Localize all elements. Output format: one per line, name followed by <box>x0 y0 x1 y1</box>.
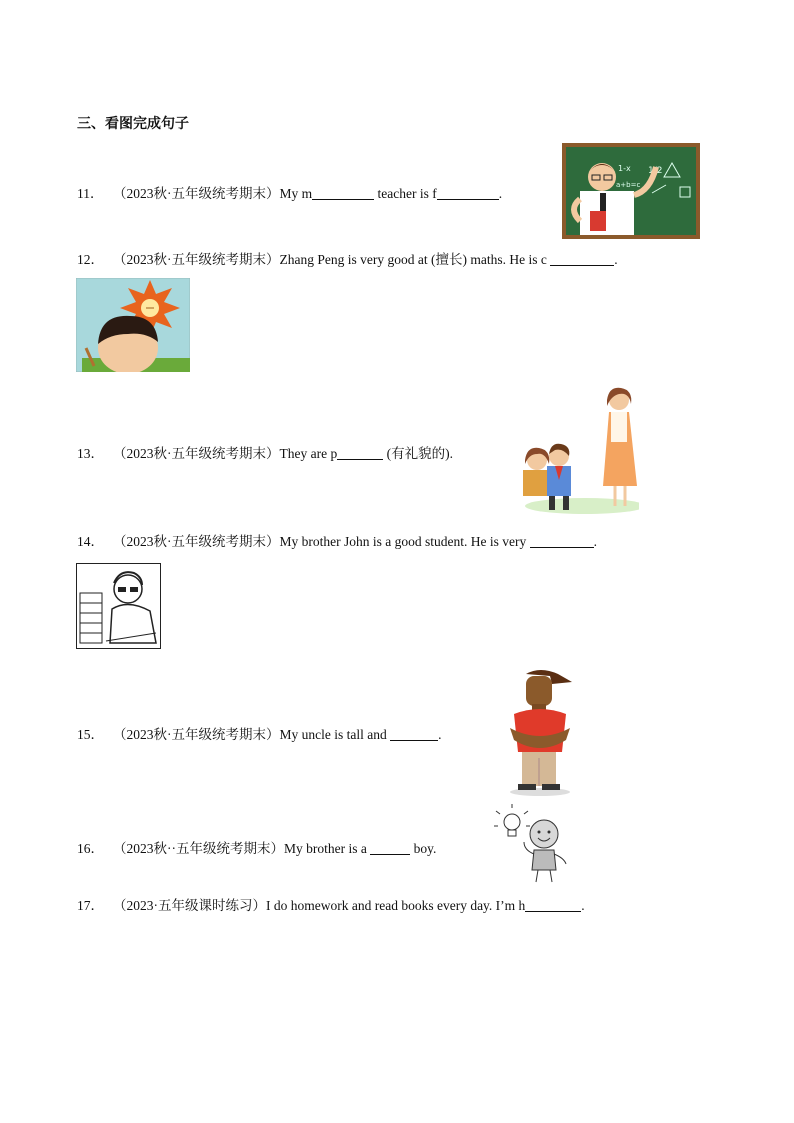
question-text: My uncle is tall and <box>279 727 391 742</box>
question-source: （2023秋·五年级统考期末） <box>113 446 280 461</box>
question-text: They are p <box>279 446 338 461</box>
question-source: （2023秋·五年级统考期末） <box>113 186 280 201</box>
question-text: Zhang Peng is very good at (擅长) maths. He is c <box>279 252 551 267</box>
question-14 <box>77 530 597 550</box>
question-number: 15． <box>77 727 104 742</box>
question-number: 14． <box>77 534 104 549</box>
answer-blank[interactable] <box>390 727 438 741</box>
section-title: 三、看图完成句子 <box>77 116 189 132</box>
question-text: . <box>438 727 442 742</box>
question-text: My brother John is a good student. He is very <box>279 534 530 549</box>
question-13 <box>77 442 453 462</box>
question-11 <box>77 182 502 202</box>
question-source: （2023秋··五年级统考期末） <box>113 841 284 856</box>
question-12 <box>77 248 618 268</box>
answer-blank[interactable] <box>550 252 614 266</box>
question-number: 12． <box>77 252 104 267</box>
answer-blank[interactable] <box>437 186 499 200</box>
svg-text:a+b=c: a+b=c <box>616 181 641 189</box>
question-text: teacher is f <box>374 186 437 201</box>
answer-blank[interactable] <box>312 186 374 200</box>
question-number: 11． <box>77 186 104 201</box>
question-source: （2023秋·五年级统考期末） <box>113 727 280 742</box>
svg-text:1-x: 1-x <box>618 164 631 173</box>
question-text: . <box>593 534 597 549</box>
polite-children-image <box>515 384 639 516</box>
question-17 <box>77 894 585 914</box>
question-text: . <box>614 252 618 267</box>
answer-blank[interactable] <box>530 534 594 548</box>
studying-student-image <box>76 563 161 649</box>
svg-text:1/2: 1/2 <box>648 166 663 176</box>
question-source: （2023秋·五年级统考期末） <box>113 252 280 267</box>
question-text: . <box>498 186 503 201</box>
question-source: （2023秋·五年级统考期末） <box>113 534 280 549</box>
question-16 <box>77 837 436 857</box>
question-number: 17． <box>77 898 104 913</box>
question-text: boy. <box>410 841 437 856</box>
answer-blank[interactable] <box>370 841 410 855</box>
question-15 <box>77 723 441 743</box>
boy-idea-image <box>76 278 190 372</box>
question-text: My brother is a <box>284 841 371 856</box>
answer-blank[interactable] <box>337 446 383 460</box>
teacher-blackboard-image <box>562 143 700 239</box>
clever-boy-image <box>494 804 574 886</box>
answer-blank[interactable] <box>525 898 581 912</box>
question-text: . <box>581 898 585 913</box>
question-text: (有礼貌的). <box>383 446 453 461</box>
question-number: 13． <box>77 446 104 461</box>
question-text: My m <box>279 186 313 201</box>
tall-strong-uncle-image <box>504 668 576 796</box>
question-text: I do homework and read books every day. I’m h <box>266 898 526 913</box>
question-source: （2023·五年级课时练习） <box>113 898 266 913</box>
question-number: 16． <box>77 841 104 856</box>
